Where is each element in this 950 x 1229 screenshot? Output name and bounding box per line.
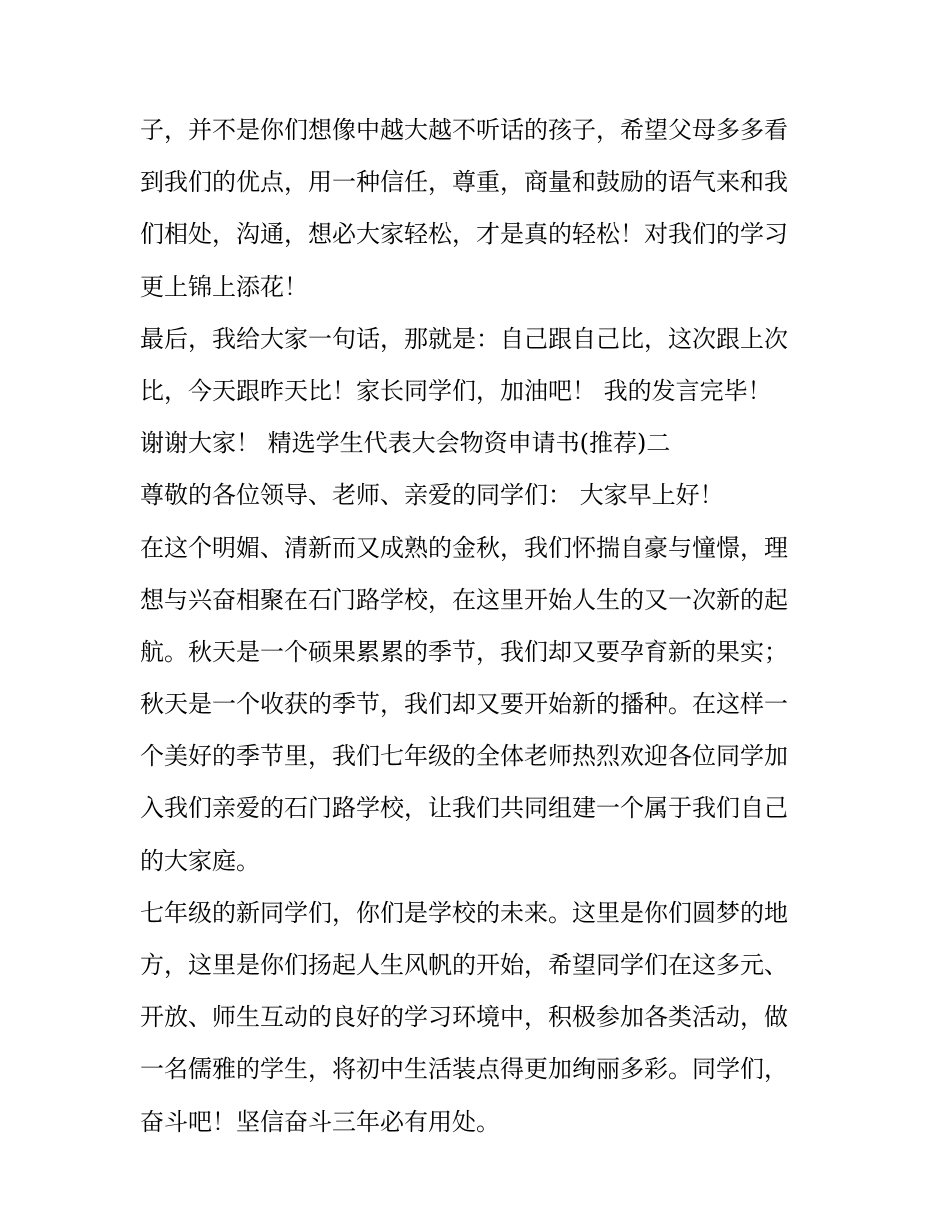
text-line: 尊敬的各位领导、老师、亲爱的同学们： 大家早上好！ [140, 481, 724, 510]
text-line: 七年级的新同学们，你们是学校的未来。这里是你们圆梦的地 [140, 898, 788, 927]
text-line: 更上锦上添花！ [140, 272, 308, 301]
text-line: 奋斗吧！坚信奋斗三年必有用处。 [140, 1107, 500, 1136]
text-line: 航。秋天是一个硕果累累的季节，我们却又要孕育新的果实； [140, 637, 788, 666]
text-line: 最后，我给大家一句话，那就是：自己跟自己比，这次跟上次 [140, 324, 788, 353]
text-line: 们相处，沟通，想必大家轻松，才是真的轻松！对我们的学习 [140, 220, 788, 249]
text-line: 在这个明媚、清新而又成熟的金秋，我们怀揣自豪与憧憬，理 [140, 533, 788, 562]
text-line: 开放、师生互动的良好的学习环境中，积极参加各类活动，做 [140, 1003, 788, 1032]
text-line: 入我们亲爱的石门路学校，让我们共同组建一个属于我们自己 [140, 794, 788, 823]
text-line: 谢谢大家！ 精选学生代表大会物资申请书(推荐)二 [140, 429, 671, 458]
text-line: 比，今天跟昨天比！家长同学们，加油吧！ 我的发言完毕！ [140, 376, 772, 405]
text-line: 个美好的季节里，我们七年级的全体老师热烈欢迎各位同学加 [140, 742, 788, 771]
text-line: 一名儒雅的学生，将初中生活装点得更加绚丽多彩。同学们， [140, 1055, 788, 1084]
text-line: 秋天是一个收获的季节，我们却又要开始新的播种。在这样一 [140, 690, 788, 719]
text-line: 想与兴奋相聚在石门路学校，在这里开始人生的又一次新的起 [140, 585, 788, 614]
body-text [140, 104, 820, 1148]
text-line: 的大家庭。 [140, 846, 260, 875]
text-line: 到我们的优点，用一种信任，尊重，商量和鼓励的语气来和我 [140, 168, 788, 197]
text-line: 子，并不是你们想像中越大越不听话的孩子，希望父母多多看 [140, 116, 788, 144]
text-line: 方，这里是你们扬起人生风帆的开始，希望同学们在这多元、 [140, 951, 788, 979]
